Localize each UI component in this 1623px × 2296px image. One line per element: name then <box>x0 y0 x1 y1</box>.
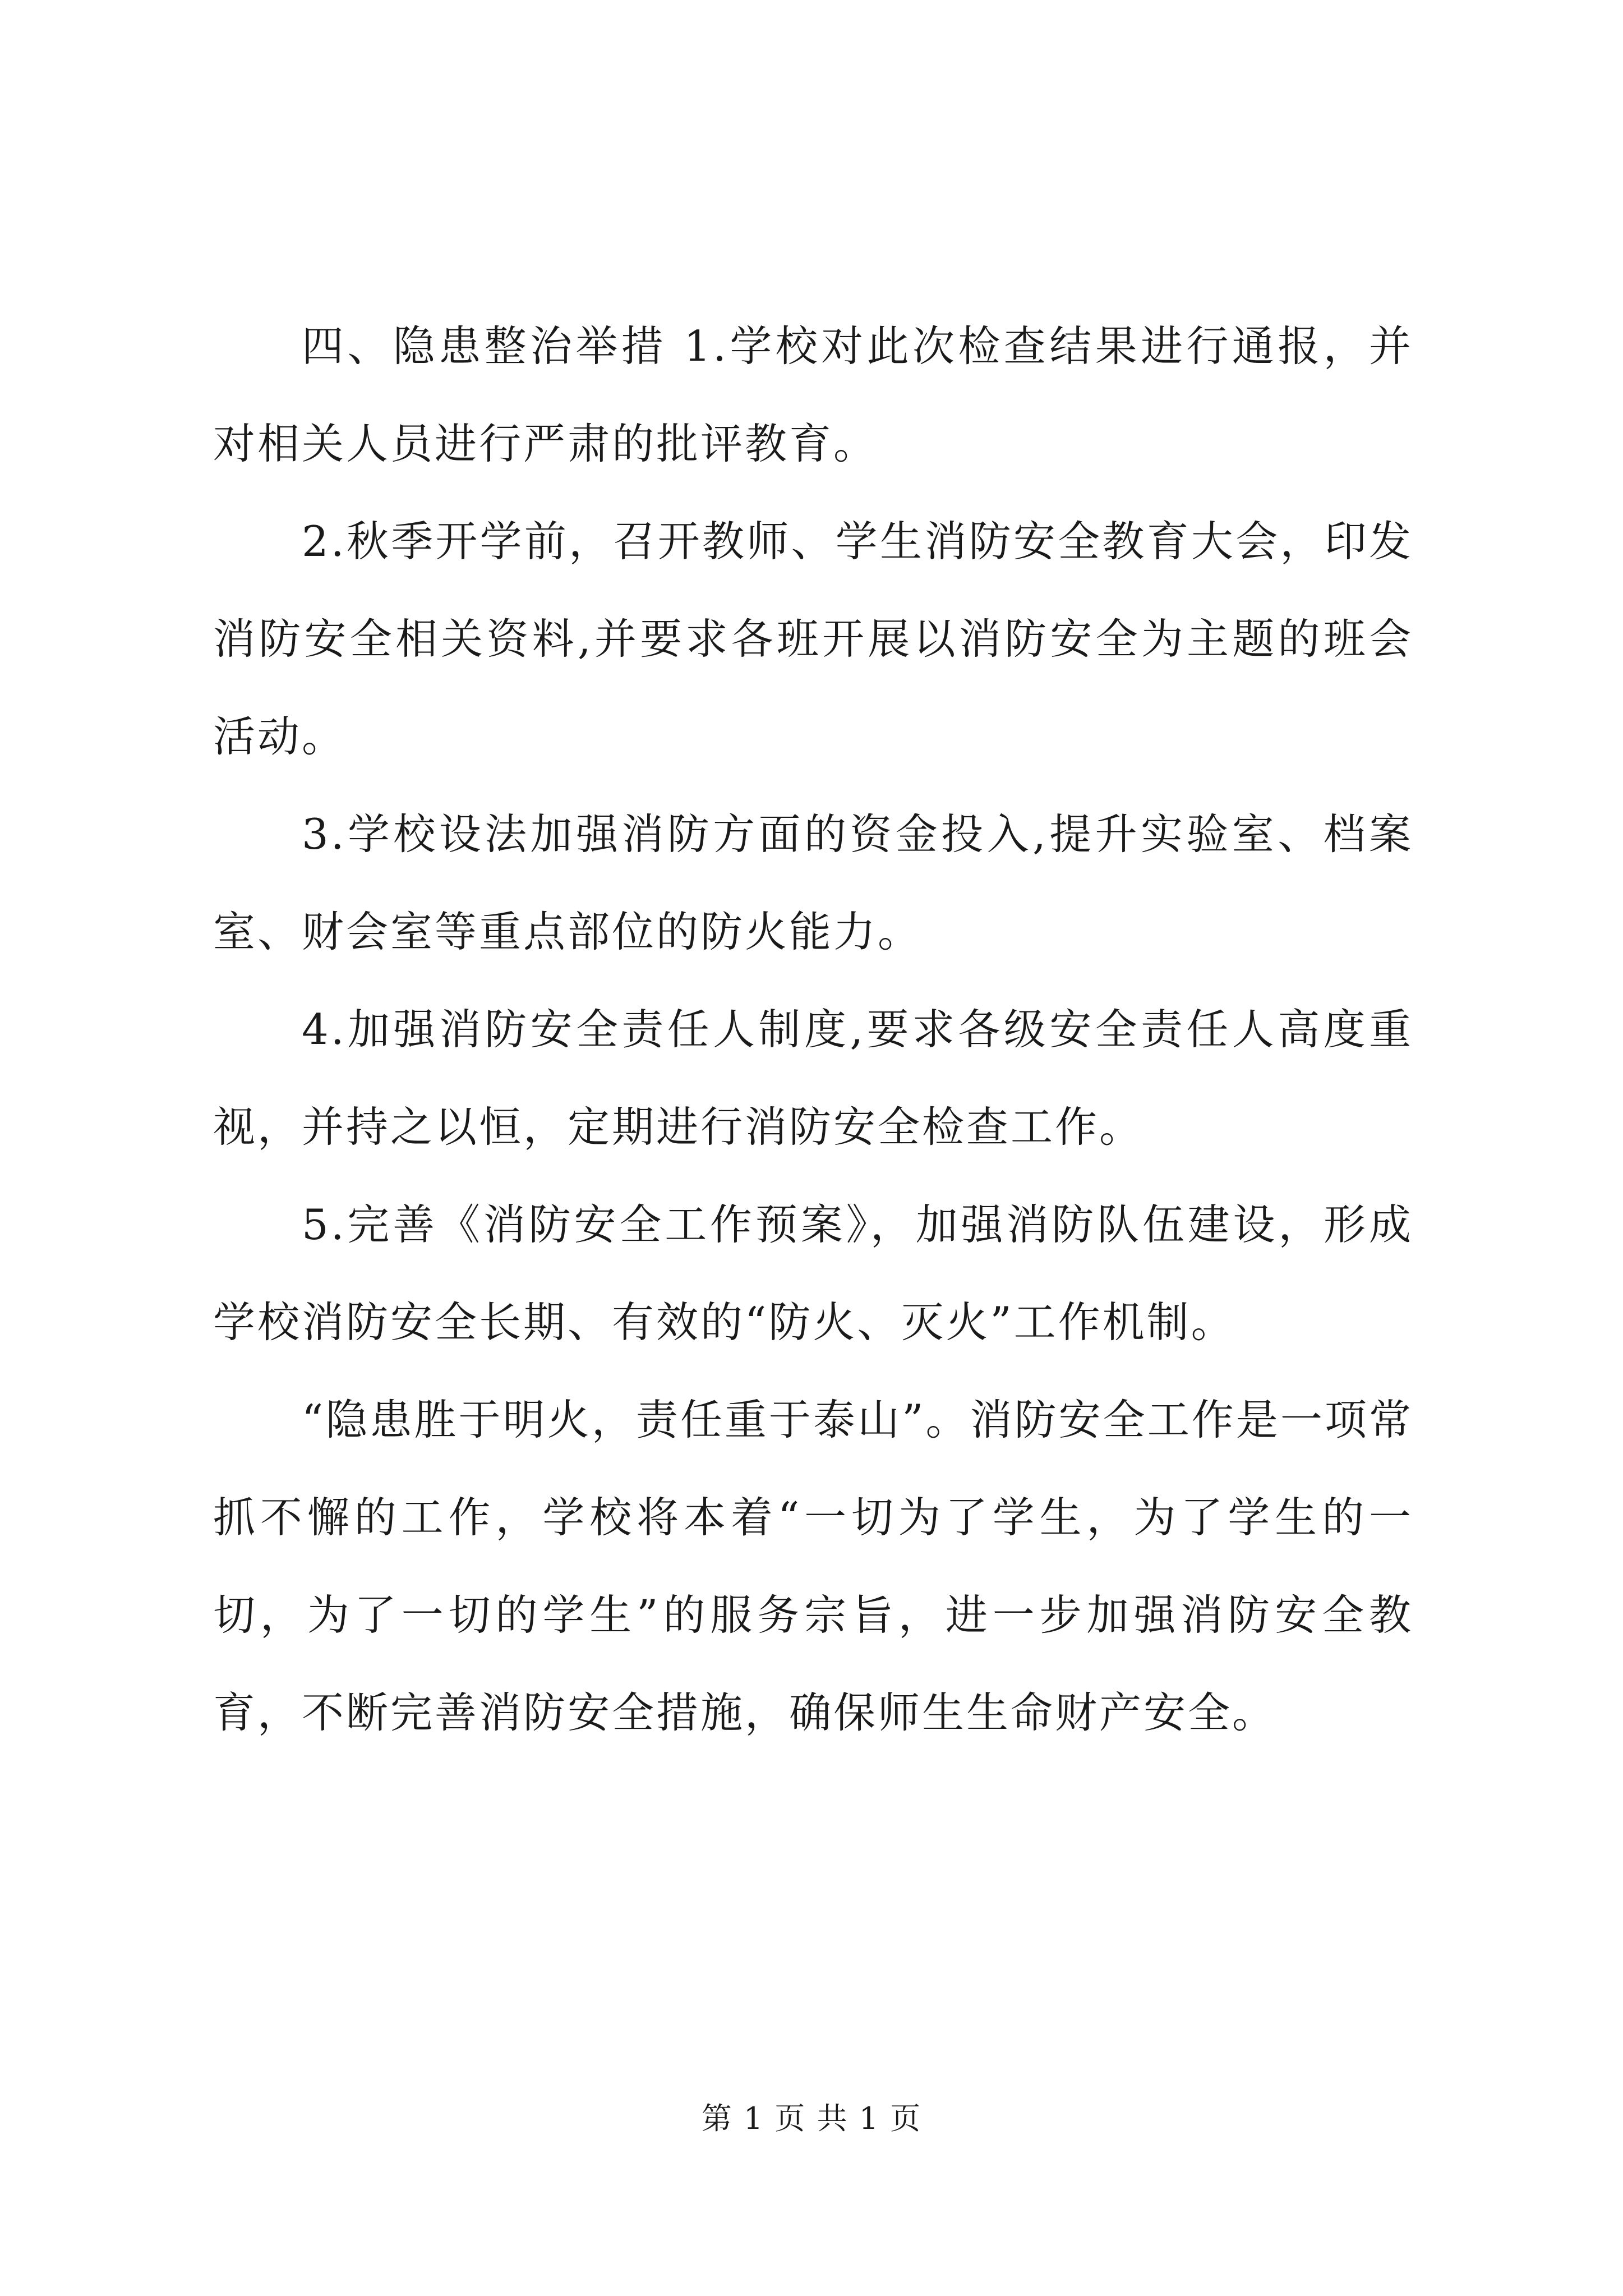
paragraph-hazard-measures-intro: 四、隐患整治举措 1.学校对此次检查结果进行通报，并对相关人员进行严肃的批评教育。 <box>213 321 1413 468</box>
page-footer: 第 1 页 共 1 页 <box>701 2101 922 2136</box>
paragraph-conclusion: “隐患胜于明火，责任重于泰山”。消防安全工作是一项常抓不懈的工作，学校将本着“一切为了学生，为了学生的一切，为了一切的学生”的服务宗旨，进一步加强消防安全教育，不断完善消防安全措施，确保师生生命财产安全。 <box>213 1395 1413 1737</box>
paragraph-measure-2: 2.秋季开学前，召开教师、学生消防安全教育大会，印发消防安全相关资料,并要求各班开展以消防安全为主题的班会活动。 <box>213 517 1413 761</box>
paragraph-measure-4: 4.加强消防安全责任人制度,要求各级安全责任人高度重视，并持之以恒，定期进行消防安全检查工作。 <box>213 1005 1413 1152</box>
paragraph-measure-5: 5.完善《消防安全工作预案》，加强消防队伍建设，形成学校消防安全长期、有效的“防火、灭火”工作机制。 <box>213 1200 1413 1347</box>
document-body <box>213 297 1413 1761</box>
paragraph-measure-3: 3.学校设法加强消防方面的资金投入,提升实验室、档案室、财会室等重点部位的防火能力。 <box>213 809 1413 956</box>
